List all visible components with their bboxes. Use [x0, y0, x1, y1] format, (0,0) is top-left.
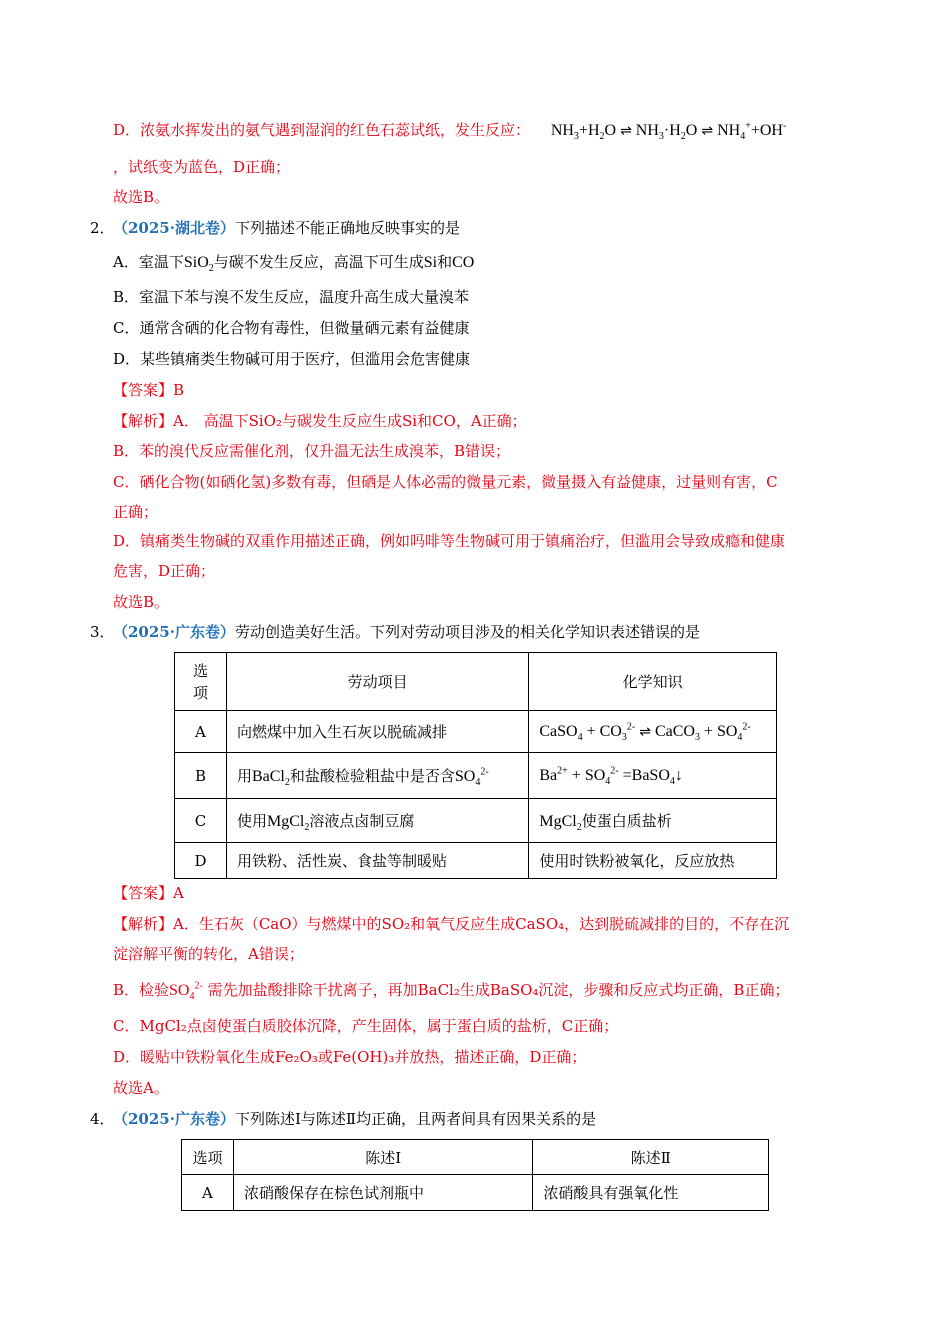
q3-analysis-5: D．暖贴中铁粉氧化生成Fe₂O₃或Fe(OH)₃并放热，描述正确，D正确；: [113, 1048, 587, 1066]
q3-analysis-2: 淀溶解平衡的转化，A错误；: [113, 945, 304, 963]
knowledge-a: [529, 711, 777, 753]
q2-analysis-2: B．苯的溴代反应需催化剂，仅升温无法生成溴苯，B错误；: [113, 442, 511, 460]
table-row: D 用铁粉、活性炭、食盐等制暖贴 使用时铁粉被氧化，反应放热: [175, 843, 777, 879]
q3-source: （2025·广东卷）: [113, 623, 235, 641]
q1-option-d-cont: ，试纸变为蓝色，D正确；: [113, 158, 291, 176]
ammonia-equation: $NH_3+H_2O$ ⇌ $NH_3\cdot H_2O$ ⇌ $NH_4^++OH^-$: [550, 120, 787, 143]
q2-answer: 【答案】B: [113, 381, 185, 399]
q2-stem: （2025·湖北卷）下列描述不能正确地反映事实的是: [113, 219, 460, 237]
q3-analysis-3: B．检验$SO_4^{2-}$ 需先加盐酸排除干扰离子，再加BaCl₂生成BaSO₄沉淀，步骤和反应式均正确，B正确；: [113, 980, 790, 1003]
q1-option-d: D．浓氨水挥发出的氨气遇到湿润的红色石蕊试纸，发生反应： $NH_3+H_2O$ ⇌ $NH_3\cdot H_2O$ ⇌ $NH_4^++OH^-$: [113, 120, 787, 143]
q4-table: [181, 1139, 769, 1211]
table-row: C 使用MgCl$_2$溶液点卤制豆腐 MgCl$_2$使蛋白质盐析: [175, 799, 777, 843]
equation-a: CaSO$_4$ + $CO_3^{2-}$ ⇌ CaCO$_3$ + $SO_4^{2-}$: [539, 721, 751, 744]
q2-number: 2．: [90, 219, 115, 237]
table-row: B 用BaCl$_2$和盐酸检验粗盐中是否含$SO_4^{2-}$ $Ba^{2+} + SO_4^{2-}$ =BaSO$_4$↓: [175, 753, 777, 799]
table-row: A 浓硝酸保存在棕色试剂瓶中 浓硝酸具有强氧化性: [182, 1175, 769, 1211]
q3-analysis-1: 【解析】A．生石灰（CaO）与燃煤中的SO₂和氧气反应生成CaSO₄，达到脱硫减排的目的，不存在沉: [113, 915, 790, 933]
q2-analysis-1: 【解析】A． 高温下SiO₂与碳发生反应生成Si和CO，A正确；: [113, 412, 527, 430]
knowledge-b: [529, 753, 777, 799]
q3-table: [174, 652, 777, 879]
q2-analysis-5: D．镇痛类生物碱的双重作用描述正确，例如吗啡等生物碱可用于镇痛治疗，但滥用会导致成瘾和健康: [113, 532, 786, 550]
q2-option-c: C．通常含硒的化合物有毒性，但微量硒元素有益健康: [113, 319, 470, 337]
q4-source: （2025·广东卷）: [113, 1110, 235, 1128]
equation-b: $Ba^{2+} + SO_4^{2-}$ =BaSO$_4$↓: [539, 765, 683, 788]
q4-number: 4．: [90, 1110, 115, 1128]
header-knowledge: 化学知识: [529, 653, 777, 711]
table-row: A 向燃煤中加入生石灰以脱硫减排 CaSO$_4$ + $CO_3^{2-}$ ⇌ CaCO$_3$ + $SO_4^{2-}$: [175, 711, 777, 753]
q2-option-a: A．室温下SiO$_2$与碳不发生反应，高温下可生成Si和CO: [113, 253, 475, 275]
q3-conclusion: 故选A。: [113, 1079, 169, 1097]
sio2-formula: SiO$_2$: [183, 254, 214, 275]
q2-analysis-4: 正确；: [113, 503, 159, 521]
q3-answer: 【答案】A: [113, 884, 184, 902]
q3-analysis-4: C．MgCl₂点卤使蛋白质胶体沉降，产生固体，属于蛋白质的盐析，C正确；: [113, 1017, 619, 1035]
q2-analysis-6: 危害，D正确；: [113, 562, 216, 580]
q2-option-b: B．室温下苯与溴不发生反应，温度升高生成大量溴苯: [113, 288, 470, 306]
table-header-row: 选项 陈述Ⅰ 陈述Ⅱ: [182, 1140, 769, 1175]
q2-analysis-3: C．硒化合物(如硒化氢)多数有毒，但硒是人体必需的微量元素，微量摄入有益健康，过量则有害，C: [113, 473, 778, 491]
table-header-row: [175, 653, 777, 711]
q2-source: （2025·湖北卷）: [113, 219, 235, 237]
q3-number: 3．: [90, 623, 115, 641]
header-option: 选 项: [175, 653, 227, 711]
q2-conclusion: 故选B。: [113, 593, 170, 611]
q2-option-d: D．某些镇痛类生物碱可用于医疗，但滥用会危害健康: [113, 350, 471, 368]
q1-conclusion: 故选B。: [113, 188, 170, 206]
q3-stem: （2025·广东卷）劳动创造美好生活。下列对劳动项目涉及的相关化学知识表述错误的是: [113, 623, 700, 641]
header-project: 劳动项目: [226, 653, 528, 711]
q4-stem: （2025·广东卷）下列陈述Ⅰ与陈述Ⅱ均正确，且两者间具有因果关系的是: [113, 1110, 597, 1128]
